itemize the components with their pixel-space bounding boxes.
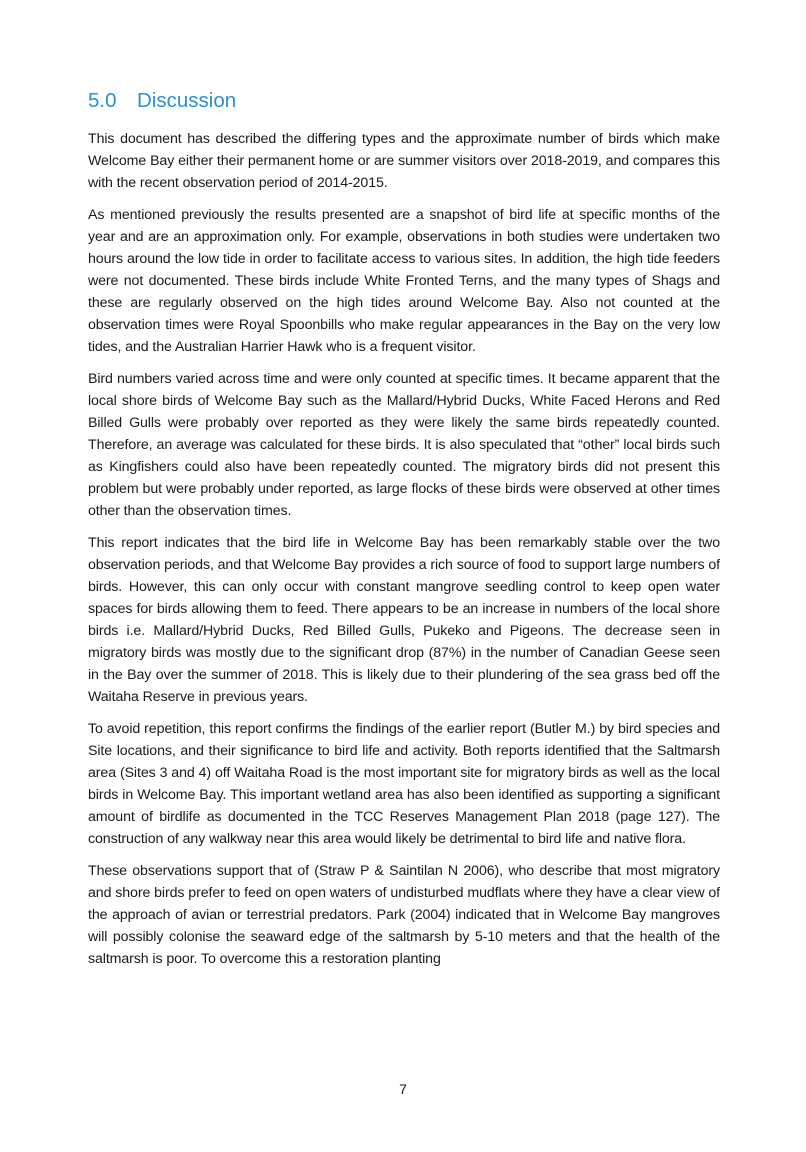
section-title: Discussion [137,89,237,112]
paragraph-overview: This document has described the differing types and the approximate number of birds which make Welcome Bay either their permanent home or are summer visitors over 2018-2019, and compares this with the recent observation period of 2014-2015. [88,131,720,191]
paragraph-supporting-observations: These observations support that of (Straw P & Saintilan N 2006), who describe that most migratory and shore birds prefer to feed on open waters of undisturbed mudflats where they have a clear view of the approach of avian or terrestrial predators. Park (2004) indicated that in Welcome Bay mangroves will possibly colonise the seaward edge of the saltmarsh by 5-10 meters and that the health of the saltmarsh is poor. To overcome this a restoration planting [88,863,720,967]
paragraph-methodology-limits: As mentioned previously the results presented are a snapshot of bird life at specific months of the year and are an approximation only. For example, observations in both studies were undertaken two hours around the low tide in order to facilitate access to various sites. In addition, the high tide feeders were not documented. These birds include White Fronted Terns, and the many types of Shags and these are regularly observed on the high tides around Welcome Bay. Also not counted at the observation times were Royal Spoonbills who make regular appearances in the Bay on the very low tides, and the Australian Harrier Hawk who is a frequent visitor. [88,207,720,355]
section-body [88,128,720,980]
section-heading [88,88,236,114]
paragraph-bird-counts: Bird numbers varied across time and were only counted at specific times. It became apparent that the local shore birds of Welcome Bay such as the Mallard/Hybrid Ducks, White Faced Herons and Red Billed Gulls were probably over reported as they were likely the same birds repeatedly counted. Therefore, an average was calculated for these birds. It is also speculated that “other” local birds such as Kingfishers could also have been repeatedly counted. The migratory birds did not present this problem but were probably under reported, as large flocks of these birds were observed at other times other than the observation times. [88,371,720,519]
paragraph-saltmarsh-significance: To avoid repetition, this report confirms the findings of the earlier report (Butler M.) by bird species and Site locations, and their significance to bird life and activity. Both reports identified that the Saltmarsh area (Sites 3 and 4) off Waitaha Road is the most important site for migratory birds as well as the local birds in Welcome Bay. This important wetland area has also been identified as supporting a significant amount of birdlife as documented in the TCC Reserves Management Plan 2018 (page 127). The construction of any walkway near this area would likely be detrimental to bird life and native flora. [88,721,720,847]
page-number: 7 [399,1081,407,1097]
section-number: 5.0 [88,89,117,112]
paragraph-stability-findings: This report indicates that the bird life in Welcome Bay has been remarkably stable over the two observation periods, and that Welcome Bay provides a rich source of food to support large numbers of birds. However, this can only occur with constant mangrove seedling control to keep open water spaces for birds allowing them to feed. There appears to be an increase in numbers of the local shore birds i.e. Mallard/Hybrid Ducks, Red Billed Gulls, Pukeko and Pigeons. The decrease seen in migratory birds was mostly due to the significant drop (87%) in the number of Canadian Geese seen in the Bay over the summer of 2018. This is likely due to their plundering of the sea grass bed off the Waitaha Reserve in previous years. [88,535,720,705]
